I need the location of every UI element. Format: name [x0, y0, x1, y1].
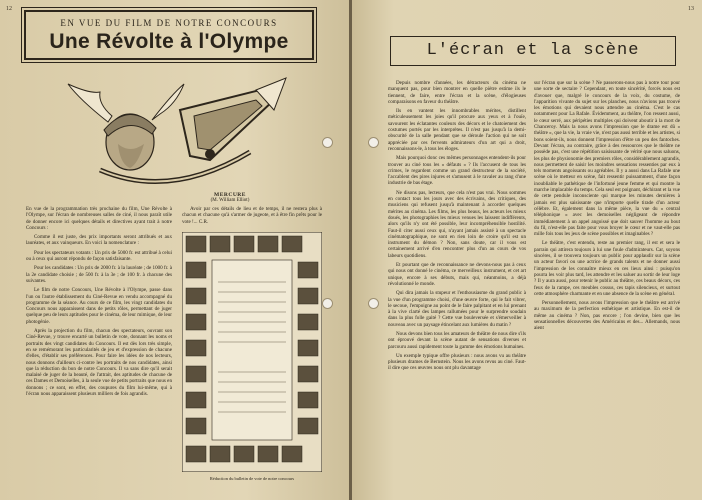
paragraph: Mais pourquoi donc ces mêmes personnages entendent-ils pour trouver au ciné tous les « défauts » ? Ils l'accusent de tous les crimes, le regardent comme un grand destructeur de la société, l'accablent des pires injures et s'amusent à le ravaler au rang d'une industrie de bas étage. [388, 155, 526, 187]
paragraph: Le film de notre Concours, Une Révolte à l'Olympe, passe dans l'un ou l'autre établissement du Ciné-Revue en vendu accompagné du programme de la séance. Au cours de ce film, les vingt candidates du Concours nous apparaissent dans de petits rôles, permettant de juger quelque peu de leurs aptitudes pour le cinéma, de leur mimique, de leur photogénie. [26, 287, 172, 325]
left-page-column-1 [26, 206, 172, 400]
binding-hole [368, 137, 379, 148]
caption-name: MERCURE [214, 192, 246, 198]
right-page [352, 0, 702, 500]
right-page-column-1 [388, 80, 526, 375]
paragraph: Qui dira jamais la stupeur et l'enthousiasme du grand public à la vue d'un programme choisi, d'une œuvre forte, qui le fait vibrer, le secoue, l'empoigne au point de le faire palpitant et en lui prenant à la vive clarté des lampes rallumées pour le surprendre soudain dans la plus folle gaité ? Cette vue bouleversée et s'émerveiller à nouveau avec un paysage étincelant aux lumières du matin ? [388, 290, 526, 328]
ballot-caption: Réduction du bulletin de vote de notre concours [209, 476, 295, 481]
binding-hole [322, 298, 333, 309]
paragraph: Nous devons bien tous les amateurs de théâtre de nous dire s'ils ont éprouvé devant la scène autant de sensations diverses et parcouru aussi rapidement toute la gamme des émotions humaines. [388, 330, 526, 350]
paragraph: Après la projection du film, chacun des spectateurs, ouvrant son Ciné-Revue, y trouve encarté un bulletin de vote, donnant les noms et portraits des vingt candidates du Concours. Il est dès lors très simple, en se remémorant les particularités de jeu et d'expression de chacune d'elles, d'établir ses préférences. Pour faire les idées de nos lecteurs, nous donnons d'ailleurs ci-contre les portraits de nos candidates, ainsi que la réduction du bon de notre Concours. Il va sans dire qu'il serait malaisé de juger de la beauté, de l'attrait, des aptitudes de chacune de ces Dames et Demoiselles, à la seule vue de petits portraits que nous en donnons ; ce sont, en effet, des coupures du film lui-même, qui à l'écran nous apparaissent plusieurs milliers de fois agrandis. [26, 328, 172, 398]
paragraph: Ils en vantent les innombrables mérites, distillent méticuleusement les joies qu'il procure aux yeux et à l'ouïe, savourent les éclatantes couleurs des décors et le chatoiement des costumes portés par les interprètes. Il n'est pas jusqu'à la demi-obscurité de la salle pendant que se déroule l'action qui ne soit appréciée par ces fervents admirateurs d'un art qui a droit, reconnaissons-le, à tous les éloges. [388, 108, 526, 152]
page-number-left: 12 [6, 6, 12, 12]
paragraph: sur l'écran que sur la scène ? Ne passerons-nous pas à notre tour pour une sorte de sectaire ? Cependant, en toute sincérité, forcés nous est d'avouer que, malgré le concours de la voix, du costume, de l'apparition vivante du sujet sur les planches, nous n'avions pas trouvé les émotions qui devaient nous attendre au cinéma. C'est le cas notamment pour La Rafale. Évidemment, au théâtre, l'on ressent aussi, le cœur serré, aux péripéties multiples qui doivent aboutir à la mort de Chanceroy. Mais la nous avons l'impression que le drame est dû « théâtre », que la vie, la vraie vie, n'est pas aussi terrible et les artistes, si bons soient-ils, nous donnent l'impression d'être un peu des fantoches. Devant l'écran, au contraire, grâce à des ressources que le théâtre ne possède pas, c'est une répétition saisissante de vérité que nous saluons, les plus de physionomie des premiers rôles, considérablement agrandis, nous permettent de saisir les moindres sensations ressenties par eux à tels moments angoissants ou agréables. Il y a aussi dans La Rafale une scène où le metteur en scène, fait ressentir puissamment, d'une façon inoubliable le pathétique de l'infortuné jeune femme et qui montre la marche implacable du temps. Cela seul est poignant, déchirant et la vue de cette pendule inconsciente qui marque les minutes dernières à jamais est plus saisissante que n'importe quelle tirade d'un acteur célèbre. Et, également dans la même pièce, la vue du « central téléphonique » avec les demoiselles négligeant de répondre immédiatement à un appel angoissé que doit sauver l'homme au bout du fil, n'est-elle pas faite pour vous broyer le cœur et ne vaut-elle pas mille fois tous les jeux de scène possibles et imaginables ? [534, 80, 680, 238]
paragraph: Avoir par ces détails de lieu et de temps, il ne restera plus à chacun et chacune qu'à s'armer de jugeote, et à être fin prêts pour le vote !... C.R. [182, 206, 322, 225]
paragraph: Comme il est juste, des prix importants seront attribués et aux lauréates, et aux vainqueurs. En voici la nomenclature : [26, 234, 172, 247]
paragraph: Ne disons pas, lecteurs, que cela n'est pas vrai. Nous sommes en contact tous les jours avec des écrivains, des critiques, des musiciens qui refusent jusqu'à maintenant à accorder quelques mérites au cinéma. Les films, les plus beaux, les acteurs les mieux doués, les photographies les mieux venues les laissent indifférents, alors qu'ils n'y ont été possible, leur incompréhensible hostilité. Faut-il citer aussi ceux qui, n'ayant jamais assisté à un spectacle cinématographique, ne sont en rien loin de croire qu'il est un instrument du démon ? Non, sans doute, car il vous est certainement arrivé d'en rencontrer plus d'un au cours de vos labeurs quotidiens. [388, 189, 526, 259]
article-title: Une Révolte à l'Olympe [49, 30, 289, 53]
illustration-caption [175, 192, 285, 203]
paragraph: Un exemple typique offre plusieurs : nous avons vu au théâtre plusieurs drames de Bernstein. Nous les avons revus au ciné. Faut-il dire que ces œuvres nous ont plu davantage [388, 352, 526, 372]
left-wing [68, 84, 112, 122]
paragraph: Et pourtant que de reconnaissance ne devons-nous pas à ceux qui nous ont donné le cinéma, ce merveilleux instrument, et cet art unique, encore à ses débuts, mais qui, néanmoins, a déjà révolutionné le monde. [388, 262, 526, 287]
binding-hole [368, 298, 379, 309]
left-page [0, 0, 350, 500]
binding-hole [322, 137, 333, 148]
paragraph: Pour les spectateurs votants : Un prix de 5000 fr. est attribué à celui ou à ceux qui auront répondu de façon satisfaisante. [26, 249, 172, 263]
ballot-reproduction [182, 232, 322, 472]
mercure-illustration [60, 70, 290, 190]
paragraph: Le théâtre, c'est entendu, reste au premier rang, il est et sera le parrain qui attirera toujours à lui une foule d'admirateurs. Car, soyons sincères, il se trouvera toujours un public pour applaudir sur la scène un acteur favori ou une actrice de grands talents et ne donner aussi l'impression de les connaître mieux en ces lieux ainsi : puisqu'on pourra les voir plus tard, les attendre et les saluer au sortir de leur loge ? Il y aura aussi, pour retenir le public au théâtre, ces beaux décors, ces feux de la rampe, ces meubles cossus, ces tapis silencieux, et surtout cette atmosphère charmante et en une absence de la scène en général. [534, 240, 680, 297]
paragraph: Depuis nombre d'années, les détracteurs du cinéma ne manquent pas, pour bien montrer en quelle piètre estime ils le tiennent, de faire, entre l'écran et la scène, d'élogieuses comparaisons en faveur du théâtre. [388, 80, 526, 105]
caption-actor: (M. William Elliot) [210, 198, 250, 203]
right-wing [152, 84, 184, 120]
page-number-right: 13 [688, 6, 694, 12]
left-page-column-2 [182, 206, 322, 228]
article-header-box: L'écran et la scène [390, 36, 676, 66]
article-header-box [24, 10, 314, 60]
ballot-center-form [212, 260, 292, 440]
header-kicker: EN VUE DU FILM DE NOTRE CONCOURS [60, 18, 278, 28]
paragraph: Pour les candidates : Un prix de 2000 fr. à la lauréate ; de 1000 fr. à la 2e candidate choisie ; de 500 fr. à la 3e ; de 100 fr. à chacune des suivantes. [26, 265, 172, 284]
frame-joint [205, 149, 215, 159]
paragraph: En vue de la programmation très prochaine du film, Une Révolte à l'Olympe, sur l'écran de nombreuses salles de ciné, il nous paraît utile de donner encore ici quelques détails et directives ayant trait à notre Concours : [26, 206, 172, 231]
right-page-column-2 [534, 80, 680, 335]
paragraph: Personnellement, nous avons l'impression que le théâtre est arrivé au maximum de la perfection esthétique et artistique. En est-il de même au cinéma ? Non, pas encore ; l'on devine, bien que les sensationnelles découvertes des Américains et des... Allemands, nous aient [534, 300, 680, 332]
